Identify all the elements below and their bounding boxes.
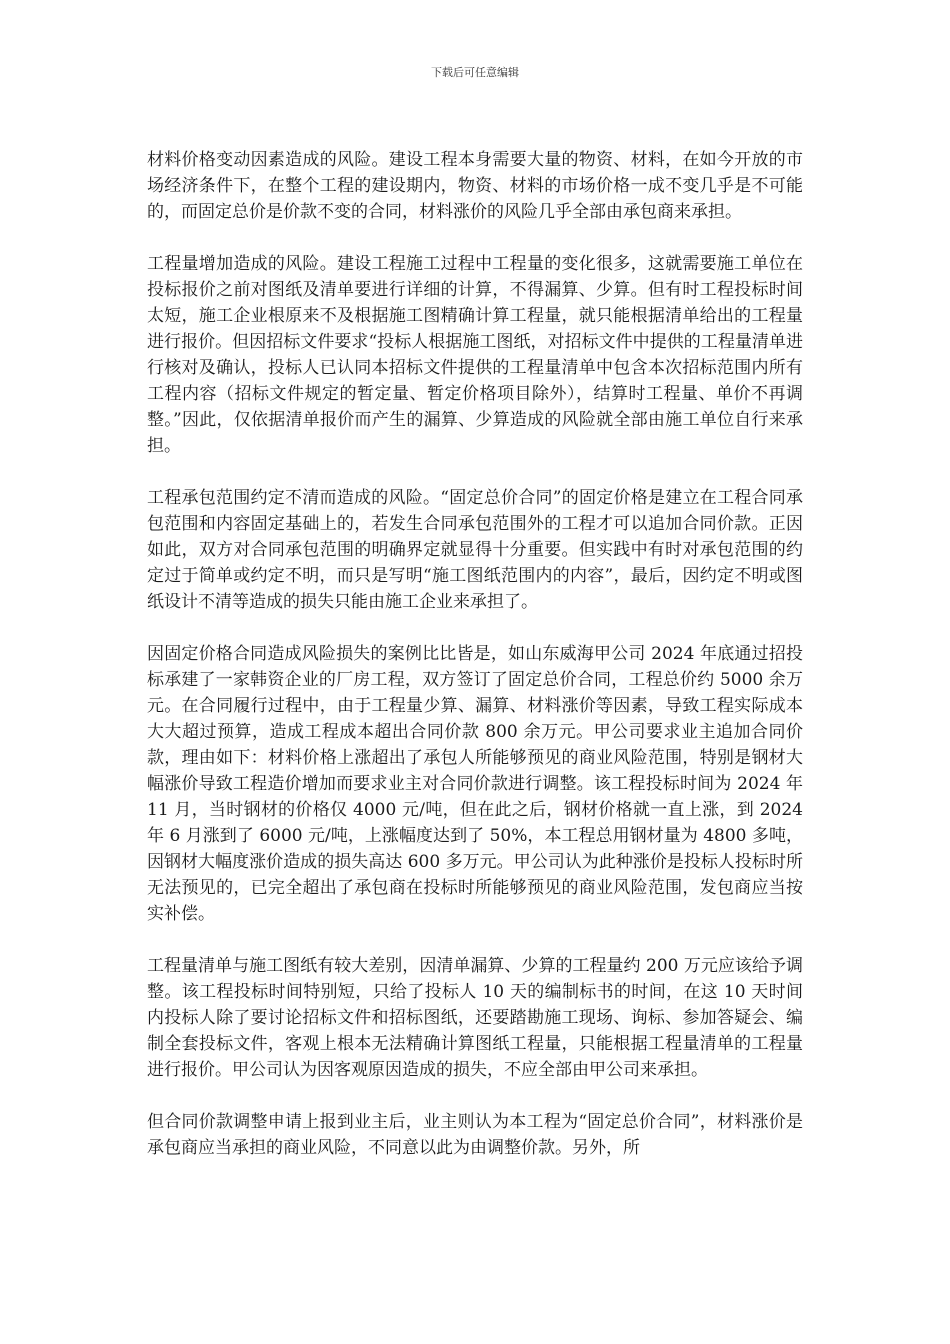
paragraph-quantity-list-difference: 工程量清单与施工图纸有较大差别，因清单漏算、少算的工程量约 200 万元应该给予调整。该工程投标时间特别短，只给了投标人 10 天的编制标书的时间，在这 10 天时间内投标人除了要讨论招标文件和招标图纸，还要踏勘施工现场、询标、参加答疑会、编制全套投标文件，客观上根本无法精确计算图纸工程量，只能根据工程量清单的工程量进行报价。甲公司认为因客观原因造成的损失，不应全部由甲公司来承担。 — [147, 956, 803, 1080]
page-header: 下载后可任意编辑 — [431, 66, 519, 79]
paragraph-material-price-risk: 材料价格变动因素造成的风险。建设工程本身需要大量的物资、材料，在如今开放的市场经济条件下，在整个工程的建设期内，物资、材料的市场价格一成不变几乎是不可能的，而固定总价是价款不变的合同，材料涨价的风险几乎全部由承包商来承担。 — [147, 150, 803, 222]
paragraph-scope-unclear-risk: 工程承包范围约定不清而造成的风险。“固定总价合同”的固定价格是建立在工程合同承包范围和内容固定基础上的，若发生合同承包范围外的工程才可以追加合同价款。正因如此，双方对合同承包范围的明确界定就显得十分重要。但实践中有时对承包范围的约定过于简单或约定不明，而只是写明“施工图纸范围内的内容”，最后，因约定不明或图纸设计不清等造成的损失只能由施工企业来承担了。 — [147, 488, 803, 612]
document-body — [147, 147, 803, 1187]
paragraph-case-example: 因固定价格合同造成风险损失的案例比比皆是，如山东威海甲公司 2024 年底通过招投标承建了一家韩资企业的厂房工程，双方签订了固定总价合同，工程总价约 5000 余万元。在合同履行过程中，由于工程量少算、漏算、材料涨价等因素，导致工程实际成本大大超过预算，造成工程成本超出合同价款 800 余万元。甲公司要求业主追加合同价款，理由如下：材料价格上涨超出了承包人所能够预见的商业风险范围，特别是钢材大幅涨价导致工程造价增加而要求业主对合同价款进行调整。该工程投标时间为 2024 年 11 月，当时钢材的价格仅 4000 元/吨，但在此之后，钢材价格就一直上涨，到 2024 年 6 月涨到了 6000 元/吨，上涨幅度达到了 50%，本工程总用钢材量为 4800 多吨，因钢材大幅度涨价造成的损失高达 600 多万元。甲公司认为此种涨价是投标人投标时所无法预见的，已完全超出了承包商在投标时所能够预见的商业风险范围，发包商应当按实补偿。 — [147, 644, 803, 924]
paragraph-quantity-increase-risk: 工程量增加造成的风险。建设工程施工过程中工程量的变化很多，这就需要施工单位在投标报价之前对图纸及清单要进行详细的计算，不得漏算、少算。但有时工程投标时间太短，施工企业根原来不及根据施工图精确计算工程量，就只能根据清单给出的工程量进行报价。但因招标文件要求“投标人根据施工图纸，对招标文件中提供的工程量清单进行核对及确认，投标人已认同本招标文件提供的工程量清单中包含本次招标范围内所有工程内容（招标文件规定的暂定量、暂定价格项目除外），结算时工程量、单价不再调整。”因此，仅依据清单报价而产生的漏算、少算造成的风险就全部由施工单位自行来承担。 — [147, 254, 803, 456]
paragraph-owner-response: 但合同价款调整申请上报到业主后，业主则认为本工程为“固定总价合同”，材料涨价是承包商应当承担的商业风险，不同意以此为由调整价款。另外，所 — [147, 1112, 803, 1158]
